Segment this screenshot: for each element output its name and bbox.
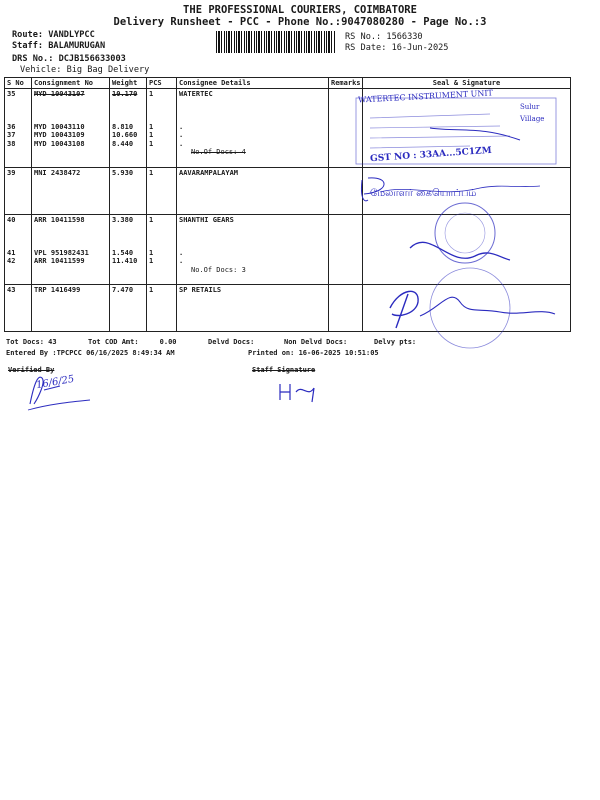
consignment-no: VPL 951982431 — [34, 248, 89, 257]
weight: 7.470 — [112, 286, 134, 294]
pcs: 1 — [149, 90, 154, 98]
watertec-stamp-line1: WATERTEC INSTRUMENT UNIT — [357, 88, 494, 105]
consignee-name: . — [179, 257, 184, 265]
watertec-stamp-line2: Sulur — [520, 103, 540, 111]
sno: 43 — [7, 286, 16, 294]
pcs: 1 — [149, 169, 154, 177]
weight: 10.660 — [112, 131, 138, 139]
sno: 39 — [7, 169, 16, 177]
pcs: 1 — [149, 286, 154, 294]
consignment-no: MYD 10043109 — [34, 131, 85, 139]
sno: 37 — [7, 131, 16, 139]
consignee-name: . — [179, 139, 184, 148]
weight: 11.410 — [112, 257, 138, 265]
consignee-name: WATERTEC — [179, 90, 213, 98]
pcs: 1 — [149, 131, 154, 139]
consignment-no: MYD 10043108 — [34, 139, 85, 148]
consignment-no: ARR 10411599 — [34, 257, 85, 265]
docs-count: No.Of Docs: 4 — [191, 148, 246, 156]
table-header-row — [5, 78, 571, 89]
sno: 38 — [7, 139, 16, 148]
pcs: 1 — [149, 216, 154, 224]
handwritten-date: 16/6/25 — [35, 373, 76, 392]
tamil-stamp-text: மேலாளர் கையொப்பம் — [370, 188, 477, 199]
pcs: 1 — [149, 257, 154, 265]
weight: 8.810 — [112, 122, 134, 131]
col-consignment: Consignment No — [32, 78, 110, 89]
weight: 10.170 — [112, 90, 138, 98]
printed-on: Printed on: 16-06-2025 10:51:05 — [248, 349, 379, 357]
barcode-image — [216, 31, 336, 53]
pcs: 1 — [149, 139, 154, 148]
rs-date: RS Date: 16-Jun-2025 — [345, 43, 449, 53]
rs-number: RS No.: 1566330 — [345, 32, 423, 42]
seal-ink-drawing — [350, 88, 565, 378]
consignment-no: MNI 2438472 — [34, 169, 81, 177]
docs-count: No.Of Docs: 3 — [191, 265, 246, 274]
sno: 36 — [7, 122, 16, 131]
col-pcs: PCS — [147, 78, 177, 89]
consignee-name: . — [179, 248, 184, 257]
consignee-name: SP RETAILS — [179, 286, 222, 294]
consignee-name: AAVARAMPALAYAM — [179, 169, 239, 177]
consignee-name: SHANTHI GEARS — [179, 216, 234, 224]
route-label: Route: VANDLYPCC — [12, 30, 95, 40]
delvd-docs: Delvd Docs: — [208, 338, 255, 346]
staff-signature-label: Staff Signature — [252, 366, 316, 374]
pcs: 1 — [149, 248, 154, 257]
consignment-no: MYD 10043110 — [34, 122, 85, 131]
weight: 1.540 — [112, 248, 134, 257]
tot-cod: Tot COD Amt: 0.00 — [88, 338, 177, 346]
sno: 41 — [7, 248, 16, 257]
sno: 35 — [7, 90, 16, 98]
sno: 42 — [7, 257, 16, 265]
drs-number: DRS No.: DCJB156633003 — [12, 54, 126, 64]
verified-signature — [20, 364, 100, 414]
consignment-no: TRP 1416499 — [34, 286, 81, 294]
weight: 5.930 — [112, 169, 134, 177]
weight: 8.440 — [112, 139, 134, 148]
runsheet-title: Delivery Runsheet - PCC - Phone No.:9047080280 - Page No.:3 — [113, 16, 487, 28]
consignment-no: ARR 10411598 — [34, 216, 85, 224]
col-weight: Weight — [110, 78, 147, 89]
staff-signature — [274, 378, 324, 408]
non-delvd-docs: Non Delvd Docs: — [284, 338, 348, 346]
delvy-pts: Delvy pts: — [374, 338, 417, 346]
entered-by: Entered By :TPCPCC 06/16/2025 8:49:34 AM — [6, 349, 175, 357]
tot-docs: Tot Docs: 43 — [6, 338, 57, 346]
vehicle-label: Vehicle: Big Bag Delivery — [20, 65, 150, 75]
watertec-stamp-gst: GST NO : 33AA...5C1ZM — [369, 145, 492, 165]
col-consignee: Consignee Details — [177, 78, 329, 89]
col-seal: Seal & Signature — [363, 78, 571, 89]
consignee-name: . — [179, 131, 184, 139]
col-remarks: Remarks — [329, 78, 363, 89]
watertec-stamp-line3: Village — [520, 115, 545, 123]
staff-label: Staff: BALAMURUGAN — [12, 41, 106, 51]
verified-by-label: Verified By — [8, 366, 55, 374]
consignee-name: . — [179, 122, 184, 131]
col-sno: S No — [5, 78, 32, 89]
sno: 40 — [7, 216, 16, 224]
consignment-no: MYD 10043107 — [34, 90, 85, 98]
weight: 3.380 — [112, 216, 134, 224]
company-title: THE PROFESSIONAL COURIERS, COIMBATORE — [183, 4, 417, 16]
pcs: 1 — [149, 122, 154, 131]
